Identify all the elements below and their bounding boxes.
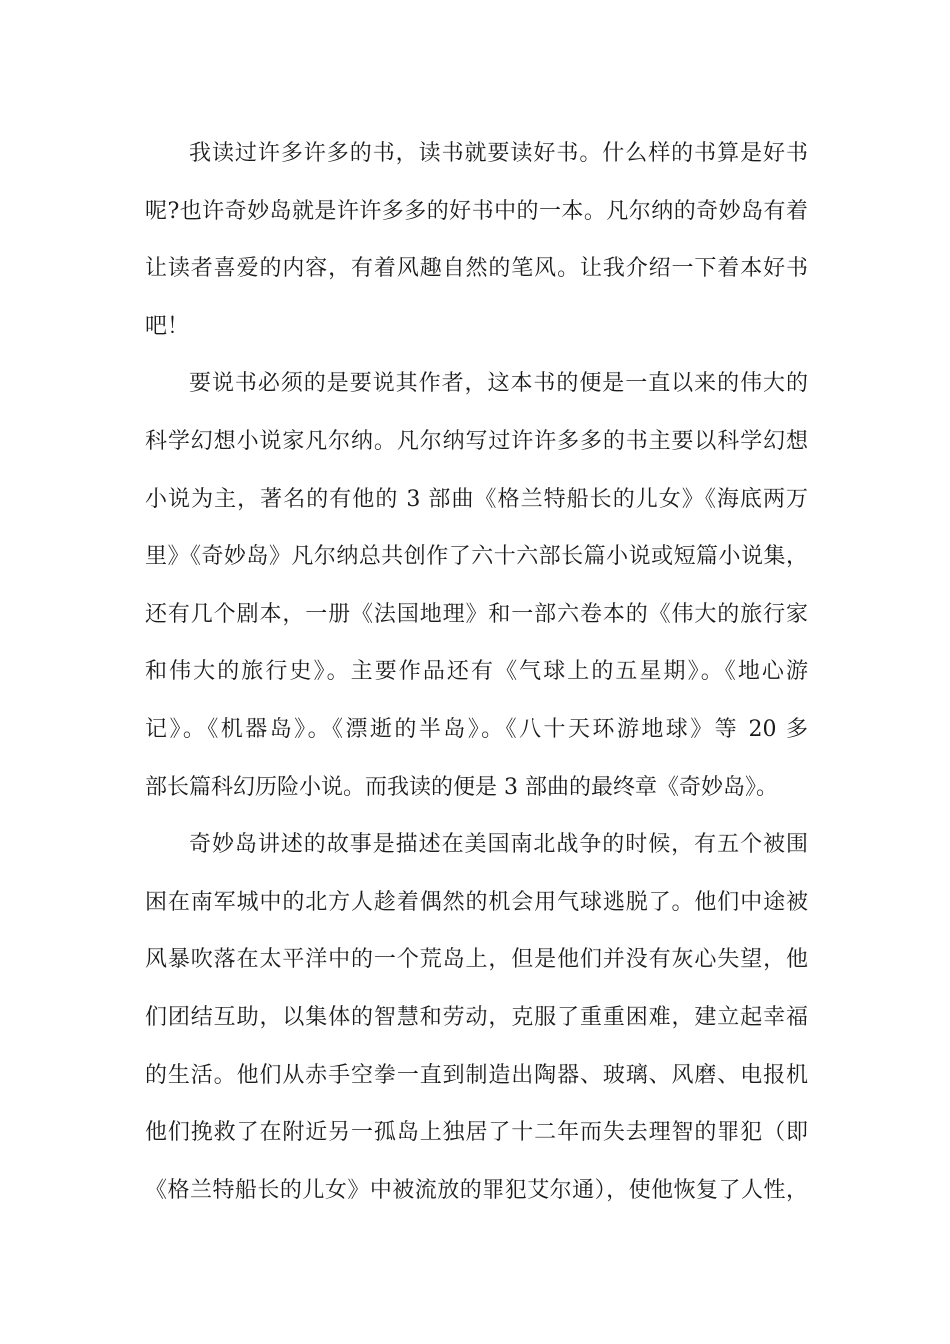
text-line: 记》。《机器岛》。《漂逝的半岛》。《八十天环游地球》等 20 多 xyxy=(145,716,808,742)
paragraph-2 xyxy=(145,355,808,816)
text-line: 小说为主，著名的有他的 3 部曲《格兰特船长的儿女》《海底两万 xyxy=(145,486,808,512)
text-line: 们团结互助，以集体的智慧和劳动，克服了重重困难，建立起幸福 xyxy=(145,1004,808,1030)
document-body xyxy=(145,125,808,1219)
text-line: 让读者喜爱的内容，有着风趣自然的笔风。让我介绍一下着本好书 xyxy=(145,256,808,282)
text-line: 要说书必须的是要说其作者，这本书的便是一直以来的伟大的 xyxy=(189,371,808,397)
paragraph-1 xyxy=(145,125,808,355)
text-line: 我读过许多许多的书，读书就要读好书。什么样的书算是好书 xyxy=(189,141,808,166)
text-line: 奇妙岛讲述的故事是描述在美国南北战争的时候，有五个被围 xyxy=(189,832,808,858)
text-line: 部长篇科幻历险小说。而我读的便是 3 部曲的最终章《奇妙岛》。 xyxy=(145,774,778,800)
text-line: 困在南军城中的北方人趁着偶然的机会用气球逃脱了。他们中途被 xyxy=(145,889,808,915)
text-line: 他们挽救了在附近另一孤岛上独居了十二年而失去理智的罪犯（即 xyxy=(145,1120,808,1146)
text-line: 科学幻想小说家凡尔纳。凡尔纳写过许许多多的书主要以科学幻想 xyxy=(145,428,808,454)
text-line: 风暴吹落在太平洋中的一个荒岛上，但是他们并没有灰心失望，他 xyxy=(145,947,808,973)
paragraph-3 xyxy=(145,816,808,1219)
text-line: 和伟大的旅行史》。主要作品还有《气球上的五星期》。《地心游 xyxy=(145,659,808,685)
text-line: 吧！ xyxy=(145,313,190,339)
text-line: 还有几个剧本，一册《法国地理》和一部六卷本的《伟大的旅行家 xyxy=(145,601,808,627)
text-line: 里》《奇妙岛》凡尔纳总共创作了六十六部长篇小说或短篇小说集， xyxy=(145,544,808,570)
text-line: 《格兰特船长的儿女》中被流放的罪犯艾尔通），使他恢复了人性， xyxy=(145,1177,808,1203)
text-line: 呢?也许奇妙岛就是许许多多的好书中的一本。凡尔纳的奇妙岛有着 xyxy=(145,198,808,224)
text-line: 的生活。他们从赤手空拳一直到制造出陶器、玻璃、风磨、电报机 xyxy=(145,1062,808,1088)
